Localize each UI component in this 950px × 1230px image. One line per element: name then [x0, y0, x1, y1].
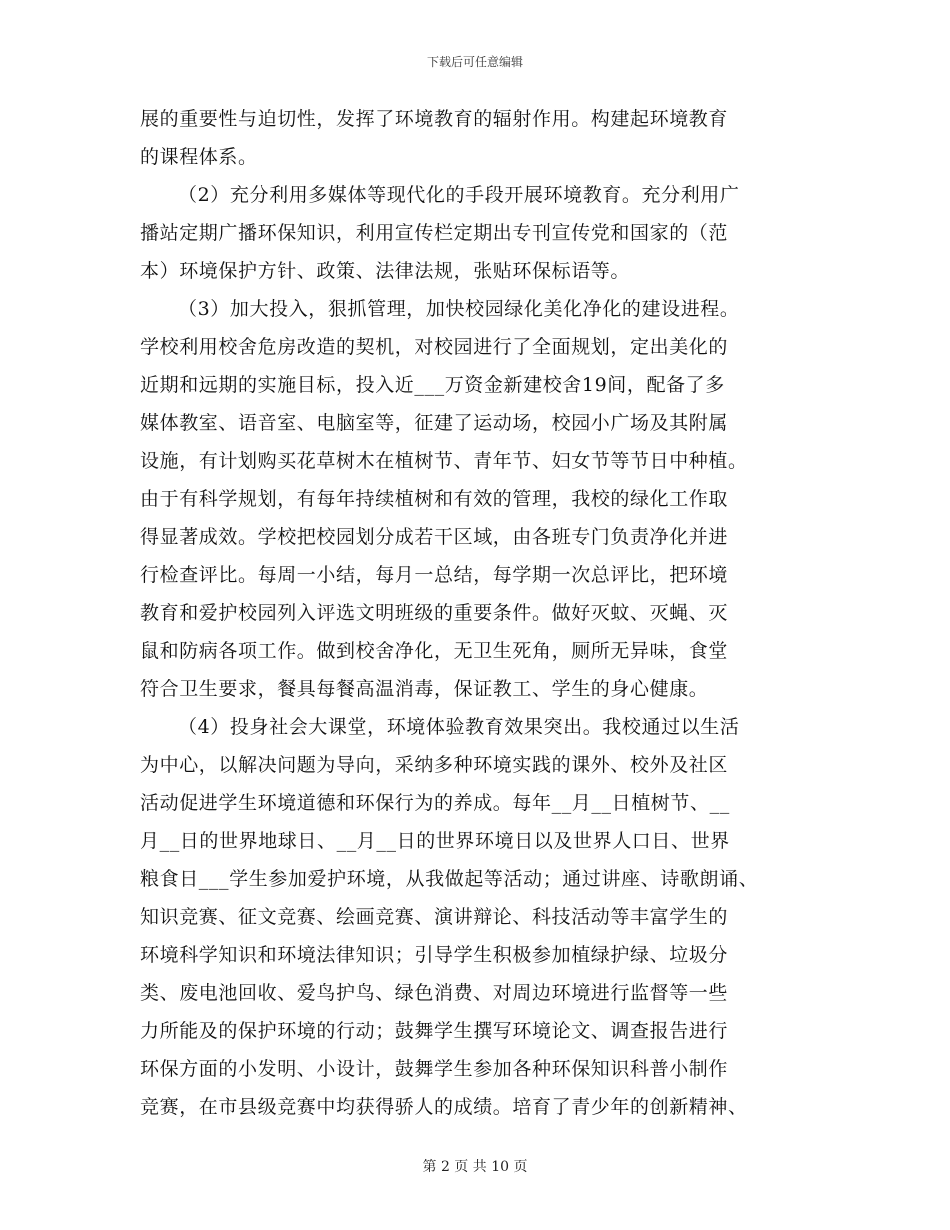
text-line: 竞赛，在市县级竞赛中均获得骄人的成绩。培育了青少年的创新精神、	[140, 1096, 748, 1118]
text-line: （2）充分利用多媒体等现代化的手段开展环境教育。充分利用广	[178, 184, 740, 206]
text-line: 近期和远期的实施目标，投入近___万资金新建校舍19间，配备了多	[140, 374, 725, 396]
text-line: 设施，有计划购买花草树木在植树节、青年节、妇女节等节日中种植。	[140, 450, 748, 472]
text-line: 环境科学知识和环境法律知识；引导学生积极参加植绿护绿、垃圾分	[140, 944, 729, 966]
text-line: 活动促进学生环境道德和环保行为的养成。每年__月__日植树节、__	[140, 792, 730, 814]
text-line: 符合卫生要求，餐具每餐高温消毒，保证教工、学生的身心健康。	[140, 678, 709, 700]
text-line: 学校利用校舍危房改造的契机，对校园进行了全面规划，定出美化的	[140, 336, 729, 358]
text-line: 由于有科学规划，有每年持续植树和有效的管理，我校的绿化工作取	[140, 488, 729, 510]
text-line: 为中心，以解决问题为导向，采纳多种环境实践的课外、校外及社区	[140, 754, 729, 776]
text-line: 环保方面的小发明、小设计，鼓舞学生参加各种环保知识科普小制作	[140, 1058, 729, 1080]
text-line: 的课程体系。	[140, 146, 258, 168]
text-line: 得显著成效。学校把校园划分成若干区域，由各班专门负责净化并进	[140, 526, 729, 548]
text-line: 类、废电池回收、爱鸟护鸟、绿色消费、对周边环境进行监督等一些	[140, 982, 729, 1004]
text-line: 展的重要性与迫切性，发挥了环境教育的辐射作用。构建起环境教育	[140, 108, 729, 130]
text-line: 行检查评比。每周一小结，每月一总结，每学期一次总评比，把环境	[140, 564, 729, 586]
text-line: 媒体教室、语音室、电脑室等，征建了运动场，校园小广场及其附属	[140, 412, 729, 434]
page-header: 下载后可任意编辑	[426, 55, 523, 69]
text-line: 本）环境保护方针、政策、法律法规，张贴环保标语等。	[140, 260, 631, 282]
text-line: 知识竞赛、征文竞赛、绘画竞赛、演讲辩论、科技活动等丰富学生的	[140, 906, 729, 928]
text-line: 力所能及的保护环境的行动；鼓舞学生撰写环境论文、调查报告进行	[140, 1020, 729, 1042]
text-line: （4）投身社会大课堂，环境体验教育效果突出。我校通过以生活	[178, 716, 740, 738]
text-line: 教育和爱护校园列入评选文明班级的重要条件。做好灭蚊、灭蝇、灭	[140, 602, 729, 624]
page-footer: 第 2 页 共 10 页	[422, 1159, 528, 1175]
body-text	[140, 100, 840, 1126]
text-line: 粮食日___学生参加爱护环境，从我做起等活动；通过讲座、诗歌朗诵、	[140, 868, 759, 890]
text-line: 播站定期广播环保知识，利用宣传栏定期出专刊宣传党和国家的（范	[140, 222, 729, 244]
text-line: （3）加大投入，狠抓管理，加快校园绿化美化净化的建设进程。	[178, 298, 740, 320]
text-line: 鼠和防病各项工作。做到校舍净化，无卫生死角，厕所无异味，食堂	[140, 640, 729, 662]
text-line: 月__日的世界地球日、__月__日的世界环境日以及世界人口日、世界	[140, 830, 730, 852]
